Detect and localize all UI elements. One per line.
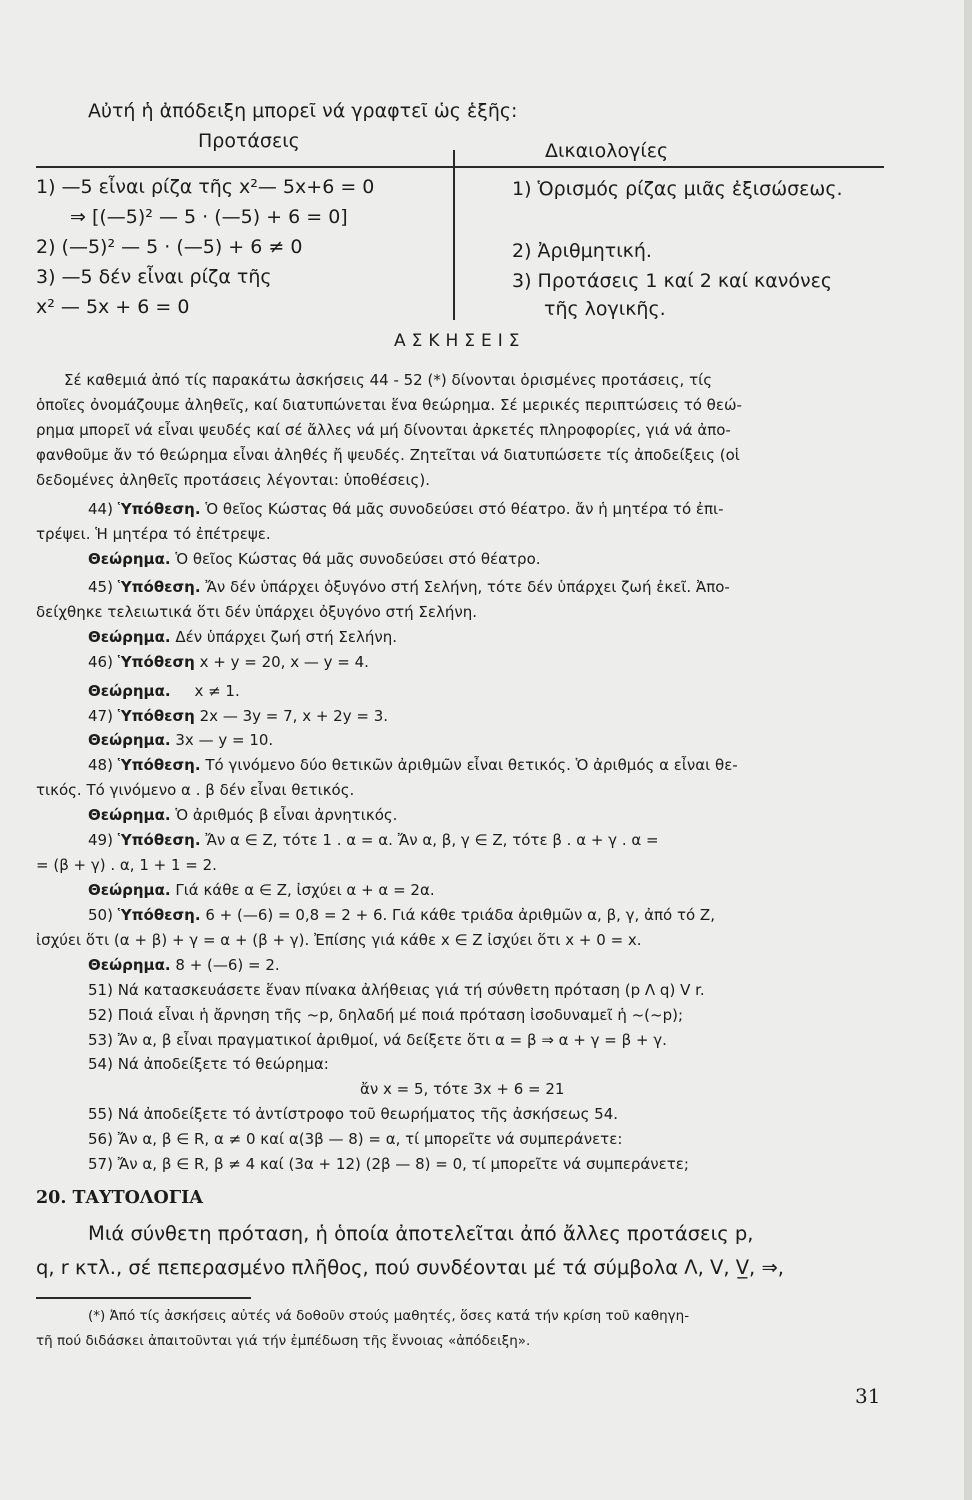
table-left-line: x² — 5x + 6 = 0 <box>36 296 190 318</box>
exercise-line: τικός. Τό γινόμενο α . β δέν εἶναι θετικός. <box>36 781 355 799</box>
intro-paragraph-line: δεδομένες ἀληθεῖς προτάσεις λέγονται: ὑποθέσεις). <box>36 471 430 489</box>
exercise-line: = (β + γ) . α, 1 + 1 = 2. <box>36 856 217 874</box>
exercises-heading: ΑΣΚΗΣΕΙΣ <box>394 331 526 351</box>
exercise-line: 51) Νά κατασκευάσετε ἕναν πίνακα ἀλήθειας γιά τή σύνθετη πρόταση (p Λ q) V r. <box>88 981 705 999</box>
section-title: 20. ΤΑΥΤΟΛΟΓΙΑ <box>36 1188 203 1208</box>
table-left-line: 2) (—5)² — 5 · (—5) + 6 ≠ 0 <box>36 236 303 258</box>
table-column-rule <box>453 150 455 320</box>
exercise-line: 49) Ὑπόθεση. Ἄν α ∈ Z, τότε 1 . α = α. Ἄν α, β, γ ∈ Z, τότε β . α + γ . α = <box>88 831 659 849</box>
exercise-line: τρέψει. Ἡ μητέρα τό ἐπέτρεψε. <box>36 525 271 543</box>
exercise-line: 44) Ὑπόθεση. Ὁ θεῖος Κώστας θά μᾶς συνοδεύσει στό θέατρο. ἄν ἡ μητέρα τό ἐπι- <box>88 500 724 518</box>
section-body-line: q, r κτλ., σέ πεπερασμένο πλῆθος, πού συνδέονται μέ τά σύμβολα Λ, V, V̲, ⇒, <box>36 1256 784 1279</box>
table-header-rule <box>36 166 884 168</box>
exercise-line: 48) Ὑπόθεση. Τό γινόμενο δύο θετικῶν ἀριθμῶν εἶναι θετικός. Ὁ ἀριθμός α εἶναι θε- <box>88 756 738 774</box>
exercise-line: 56) Ἄν α, β ∈ R, α ≠ 0 καί α(3β — 8) = α, τί μπορεῖτε νά συμπεράνετε: <box>88 1130 623 1148</box>
intro-line: Αὐτή ἡ ἀπόδειξη μπορεῖ νά γραφτεῖ ὡς ἑξῆς: <box>88 100 518 122</box>
exercise-line: 45) Ὑπόθεση. Ἄν δέν ὑπάρχει ὀξυγόνο στή Σελήνη, τότε δέν ὑπάρχει ζωή ἐκεῖ. Ἀπο- <box>88 578 730 596</box>
exercise-line: ἄν x = 5, τότε 3x + 6 = 21 <box>360 1080 565 1098</box>
table-right-line: 3) Προτάσεις 1 καί 2 καί κανόνες <box>512 270 833 292</box>
table-right-line: τῆς λογικῆς. <box>544 298 666 320</box>
table-left-line: 1) —5 εἶναι ρίζα τῆς x²— 5x+6 = 0 <box>36 176 375 198</box>
exercise-line: 53) Ἄν α, β εἶναι πραγματικοί ἀριθμοί, νά δείξετε ὅτι α = β ⇒ α + γ = β + γ. <box>88 1031 667 1049</box>
footnote-line: τῆ πού διδάσκει ἀπαιτοῦνται γιά τήν ἐμπέδωση τῆς ἔννοιας «ἀπόδειξη». <box>36 1333 531 1349</box>
exercise-line: 50) Ὑπόθεση. 6 + (—6) = 0,8 = 2 + 6. Γιά κάθε τριάδα ἀριθμῶν α, β, γ, ἀπό τό Z, <box>88 906 715 924</box>
exercise-line: 54) Νά ἀποδείξετε τό θεώρημα: <box>88 1055 329 1073</box>
footnote-rule <box>36 1297 251 1299</box>
section-body-line: Μιά σύνθετη πρόταση, ἡ ὁποία ἀποτελεῖται ἀπό ἄλλες προτάσεις p, <box>88 1222 754 1245</box>
exercise-line: ἰσχύει ὅτι (α + β) + γ = α + (β + γ). Ἐπίσης γιά κάθε x ∈ Z ἰσχύει ὅτι x + 0 = x. <box>36 931 642 949</box>
table-right-line: 2) Ἀριθμητική. <box>512 240 652 262</box>
intro-paragraph-line: ὁποῖες ὀνομάζουμε ἀληθεῖς, καί διατυπώνεται ἕνα θεώρημα. Σέ μερικές περιπτώσεις τό θεώ- <box>36 396 742 414</box>
table-right-line: 1) Ὁρισμός ρίζας μιᾶς ἐξισώσεως. <box>512 178 843 200</box>
exercise-line: 47) Ὑπόθεση 2x — 3y = 7, x + 2y = 3. <box>88 707 389 725</box>
exercise-line: Θεώρημα. Ὁ θεῖος Κώστας θά μᾶς συνοδεύσει στό θέατρο. <box>88 550 541 568</box>
footnote-line: (*) Ἀπό τίς ἀσκήσεις αὐτές νά δοθοῦν στούς μαθητές, ὅσες κατά τήν κρίση τοῦ καθηγη- <box>88 1308 690 1324</box>
exercise-line: δείχθηκε τελειωτικά ὅτι δέν ὑπάρχει ὀξυγόνο στή Σελήνη. <box>36 603 478 621</box>
table-left-line: 3) —5 δέν εἶναι ρίζα τῆς <box>36 266 272 288</box>
exercise-line: Θεώρημα. Ὁ ἀριθμός β εἶναι ἀρνητικός. <box>88 806 398 824</box>
exercise-line: Θεώρημα. Γιά κάθε α ∈ Z, ἰσχύει α + α = 2α. <box>88 881 435 899</box>
exercise-line: Θεώρημα. 3x — y = 10. <box>88 731 274 749</box>
exercise-line: Θεώρημα. x ≠ 1. <box>88 682 240 700</box>
table-header-right: Δικαιολογίες <box>545 140 669 162</box>
exercise-line: Θεώρημα. Δέν ὑπάρχει ζωή στή Σελήνη. <box>88 628 398 646</box>
exercise-line: 57) Ἄν α, β ∈ R, β ≠ 4 καί (3α + 12) (2β — 8) = 0, τί μπορεῖτε νά συμπεράνετε; <box>88 1155 689 1173</box>
table-header-left: Προτάσεις <box>198 130 300 152</box>
exercise-line: 52) Ποιά εἶναι ἡ ἄρνηση τῆς ~p, δηλαδή μέ ποιά πρόταση ἰσοδυναμεῖ ἡ ~(~p); <box>88 1006 684 1024</box>
table-left-line: ⇒ [(—5)² — 5 · (—5) + 6 = 0] <box>70 206 348 228</box>
page-edge <box>964 0 972 1500</box>
page-number: 31 <box>855 1384 881 1408</box>
exercise-line: 55) Νά ἀποδείξετε τό ἀντίστροφο τοῦ θεωρήματος τῆς ἀσκήσεως 54. <box>88 1105 619 1123</box>
exercise-line: Θεώρημα. 8 + (—6) = 2. <box>88 956 280 974</box>
intro-paragraph-line: ρημα μπορεῖ νά εἶναι ψευδές καί σέ ἄλλες νά μή δίνονται ἀρκετές πληροφορίες, γιά νά ἀπο- <box>36 421 731 439</box>
exercise-line: 46) Ὑπόθεση x + y = 20, x — y = 4. <box>88 653 369 671</box>
intro-paragraph-line: φανθοῦμε ἄν τό θεώρημα εἶναι ἀληθές ἤ ψευδές. Ζητεῖται νά διατυπώσετε τίς ἀποδείξεις (οἱ <box>36 446 740 464</box>
intro-paragraph-line: Σέ καθεμιά ἀπό τίς παρακάτω ἀσκήσεις 44 - 52 (*) δίνονται ὁρισμένες προτάσεις, τίς <box>64 371 712 389</box>
